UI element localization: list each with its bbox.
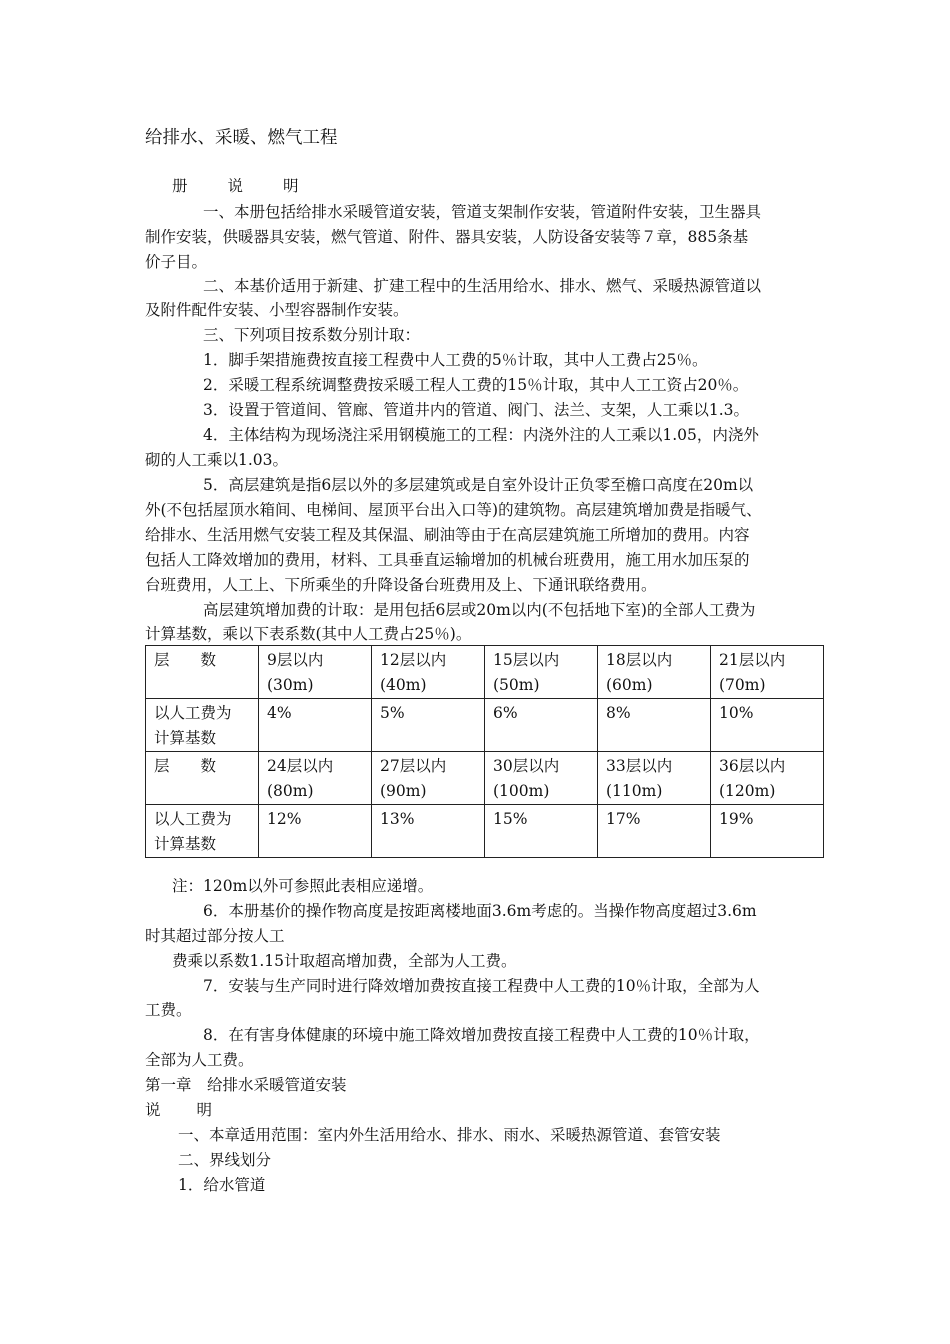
chapter-note-heading (145, 1098, 212, 1122)
table-row (146, 805, 824, 858)
paragraph-line: 及附件配件安装、小型容器制作安装。 (145, 301, 409, 319)
paragraph-line: 时其超过部分按人工 (145, 927, 285, 945)
table-cell: 17% (598, 805, 711, 858)
chapter-note-char: 明 (196, 1101, 213, 1119)
paragraph-line: 5．高层建筑是指6层以外的多层建筑或是自室外设计正负零至檐口高度在20m以 (203, 476, 754, 494)
paragraph-line: 高层建筑增加费的计取：是用包括6层或20m以内(不包括地下室)的全部人工费为 (203, 601, 756, 619)
table-cell: 12% (259, 805, 372, 858)
table-cell: 19% (711, 805, 824, 858)
paragraph-line: 给排水、生活用燃气安装工程及其保温、刷油等由于在高层建筑施工所增加的费用。内容 (145, 526, 750, 544)
coefficient-table (145, 645, 824, 858)
table-note: 注：120m以外可参照此表相应递增。 (172, 877, 434, 895)
paragraph-line: 全部为人工费。 (145, 1051, 254, 1069)
table-cell: 15层以内 (50m) (485, 646, 598, 699)
page-title: 给排水、采暖、燃气工程 (145, 128, 338, 148)
table-row (146, 646, 824, 699)
paragraph-line: 一、本册包括给排水采暖管道安装，管道支架制作安装，管道附件安装，卫生器具 (203, 203, 762, 221)
book-heading (172, 174, 299, 198)
paragraph-line: 费乘以系数1.15计取超高增加费，全部为人工费。 (172, 952, 517, 970)
chapter-title: 第一章 给排水采暖管道安装 (145, 1076, 347, 1094)
paragraph-line: 砌的人工乘以1.03。 (145, 451, 289, 469)
paragraph-line: 7．安装与生产同时进行降效增加费按直接工程费中人工费的10％计取，全部为人 (203, 977, 760, 995)
paragraph-line: 4．主体结构为现场浇注采用钢模施工的工程：内浇外注的人工乘以1.05，内浇外 (203, 426, 759, 444)
table-cell: 27层以内 (90m) (372, 752, 485, 805)
table-cell: 8% (598, 699, 711, 752)
table-cell: 13% (372, 805, 485, 858)
table-cell: 36层以内 (120m) (711, 752, 824, 805)
table-cell: 24层以内 (80m) (259, 752, 372, 805)
paragraph-line: 一、本章适用范围：室内外生活用给水、排水、雨水、采暖热源管道、套管安装 (178, 1126, 721, 1144)
table-cell: 6% (485, 699, 598, 752)
table-cell: 9层以内 (30m) (259, 646, 372, 699)
paragraph-line: 价子目。 (145, 253, 208, 271)
table-cell: 5% (372, 699, 485, 752)
table-cell: 4% (259, 699, 372, 752)
table-header-cell: 以人工费为 计算基数 (146, 805, 259, 858)
table-row (146, 699, 824, 752)
paragraph-line: 台班费用，人工上、下所乘坐的升降设备台班费用及上、下通讯联络费用。 (145, 576, 657, 594)
paragraph-line: 包括人工降效增加的费用，材料、工具垂直运输增加的机械台班费用，施工用水加压泵的 (145, 551, 750, 569)
table-cell: 18层以内 (60m) (598, 646, 711, 699)
table-header-cell: 层 数 (146, 752, 259, 805)
book-heading-char: 册 (172, 177, 188, 195)
paragraph-line: 1．给水管道 (178, 1176, 266, 1194)
table-cell: 10% (711, 699, 824, 752)
chapter-note-char: 说 (145, 1101, 161, 1119)
table-row (146, 752, 824, 805)
table-cell: 12层以内 (40m) (372, 646, 485, 699)
paragraph-line: 二、本基价适用于新建、扩建工程中的生活用给水、排水、燃气、采暖热源管道以 (203, 277, 762, 295)
table-header-cell: 以人工费为 计算基数 (146, 699, 259, 752)
paragraph-line: 工费。 (145, 1001, 192, 1019)
book-heading-char: 说 (227, 177, 244, 195)
table-cell: 30层以内 (100m) (485, 752, 598, 805)
table-cell: 15% (485, 805, 598, 858)
paragraph-line: 2．采暖工程系统调整费按采暖工程人工费的15％计取，其中人工工资占20％。 (203, 376, 749, 394)
table-cell: 21层以内 (70m) (711, 646, 824, 699)
paragraph-line: 制作安装，供暖器具安装，燃气管道、附件、器具安装，人防设备安装等７章，885条基 (145, 228, 749, 246)
paragraph-line: 外(不包括屋顶水箱间、电梯间、屋顶平台出入口等)的建筑物。高层建筑增加费是指暖气、 (145, 501, 762, 519)
paragraph-line: 6．本册基价的操作物高度是按距离楼地面3.6m考虑的。当操作物高度超过3.6m (203, 902, 757, 920)
paragraph-line: 8．在有害身体健康的环境中施工降效增加费按直接工程费中人工费的10％计取， (203, 1026, 760, 1044)
paragraph-line: 三、下列项目按系数分别计取： (203, 326, 421, 344)
book-heading-char: 明 (283, 177, 299, 195)
table-cell: 33层以内 (110m) (598, 752, 711, 805)
paragraph-line: 1．脚手架措施费按直接工程费中人工费的5％计取，其中人工费占25％。 (203, 351, 708, 369)
paragraph-line: 二、界线划分 (178, 1151, 272, 1169)
paragraph-line: 计算基数，乘以下表系数(其中人工费占25％)。 (145, 625, 472, 643)
paragraph-line: 3．设置于管道间、管廊、管道井内的管道、阀门、法兰、支架，人工乘以1.3。 (203, 401, 750, 419)
table-header-cell: 层 数 (146, 646, 259, 699)
